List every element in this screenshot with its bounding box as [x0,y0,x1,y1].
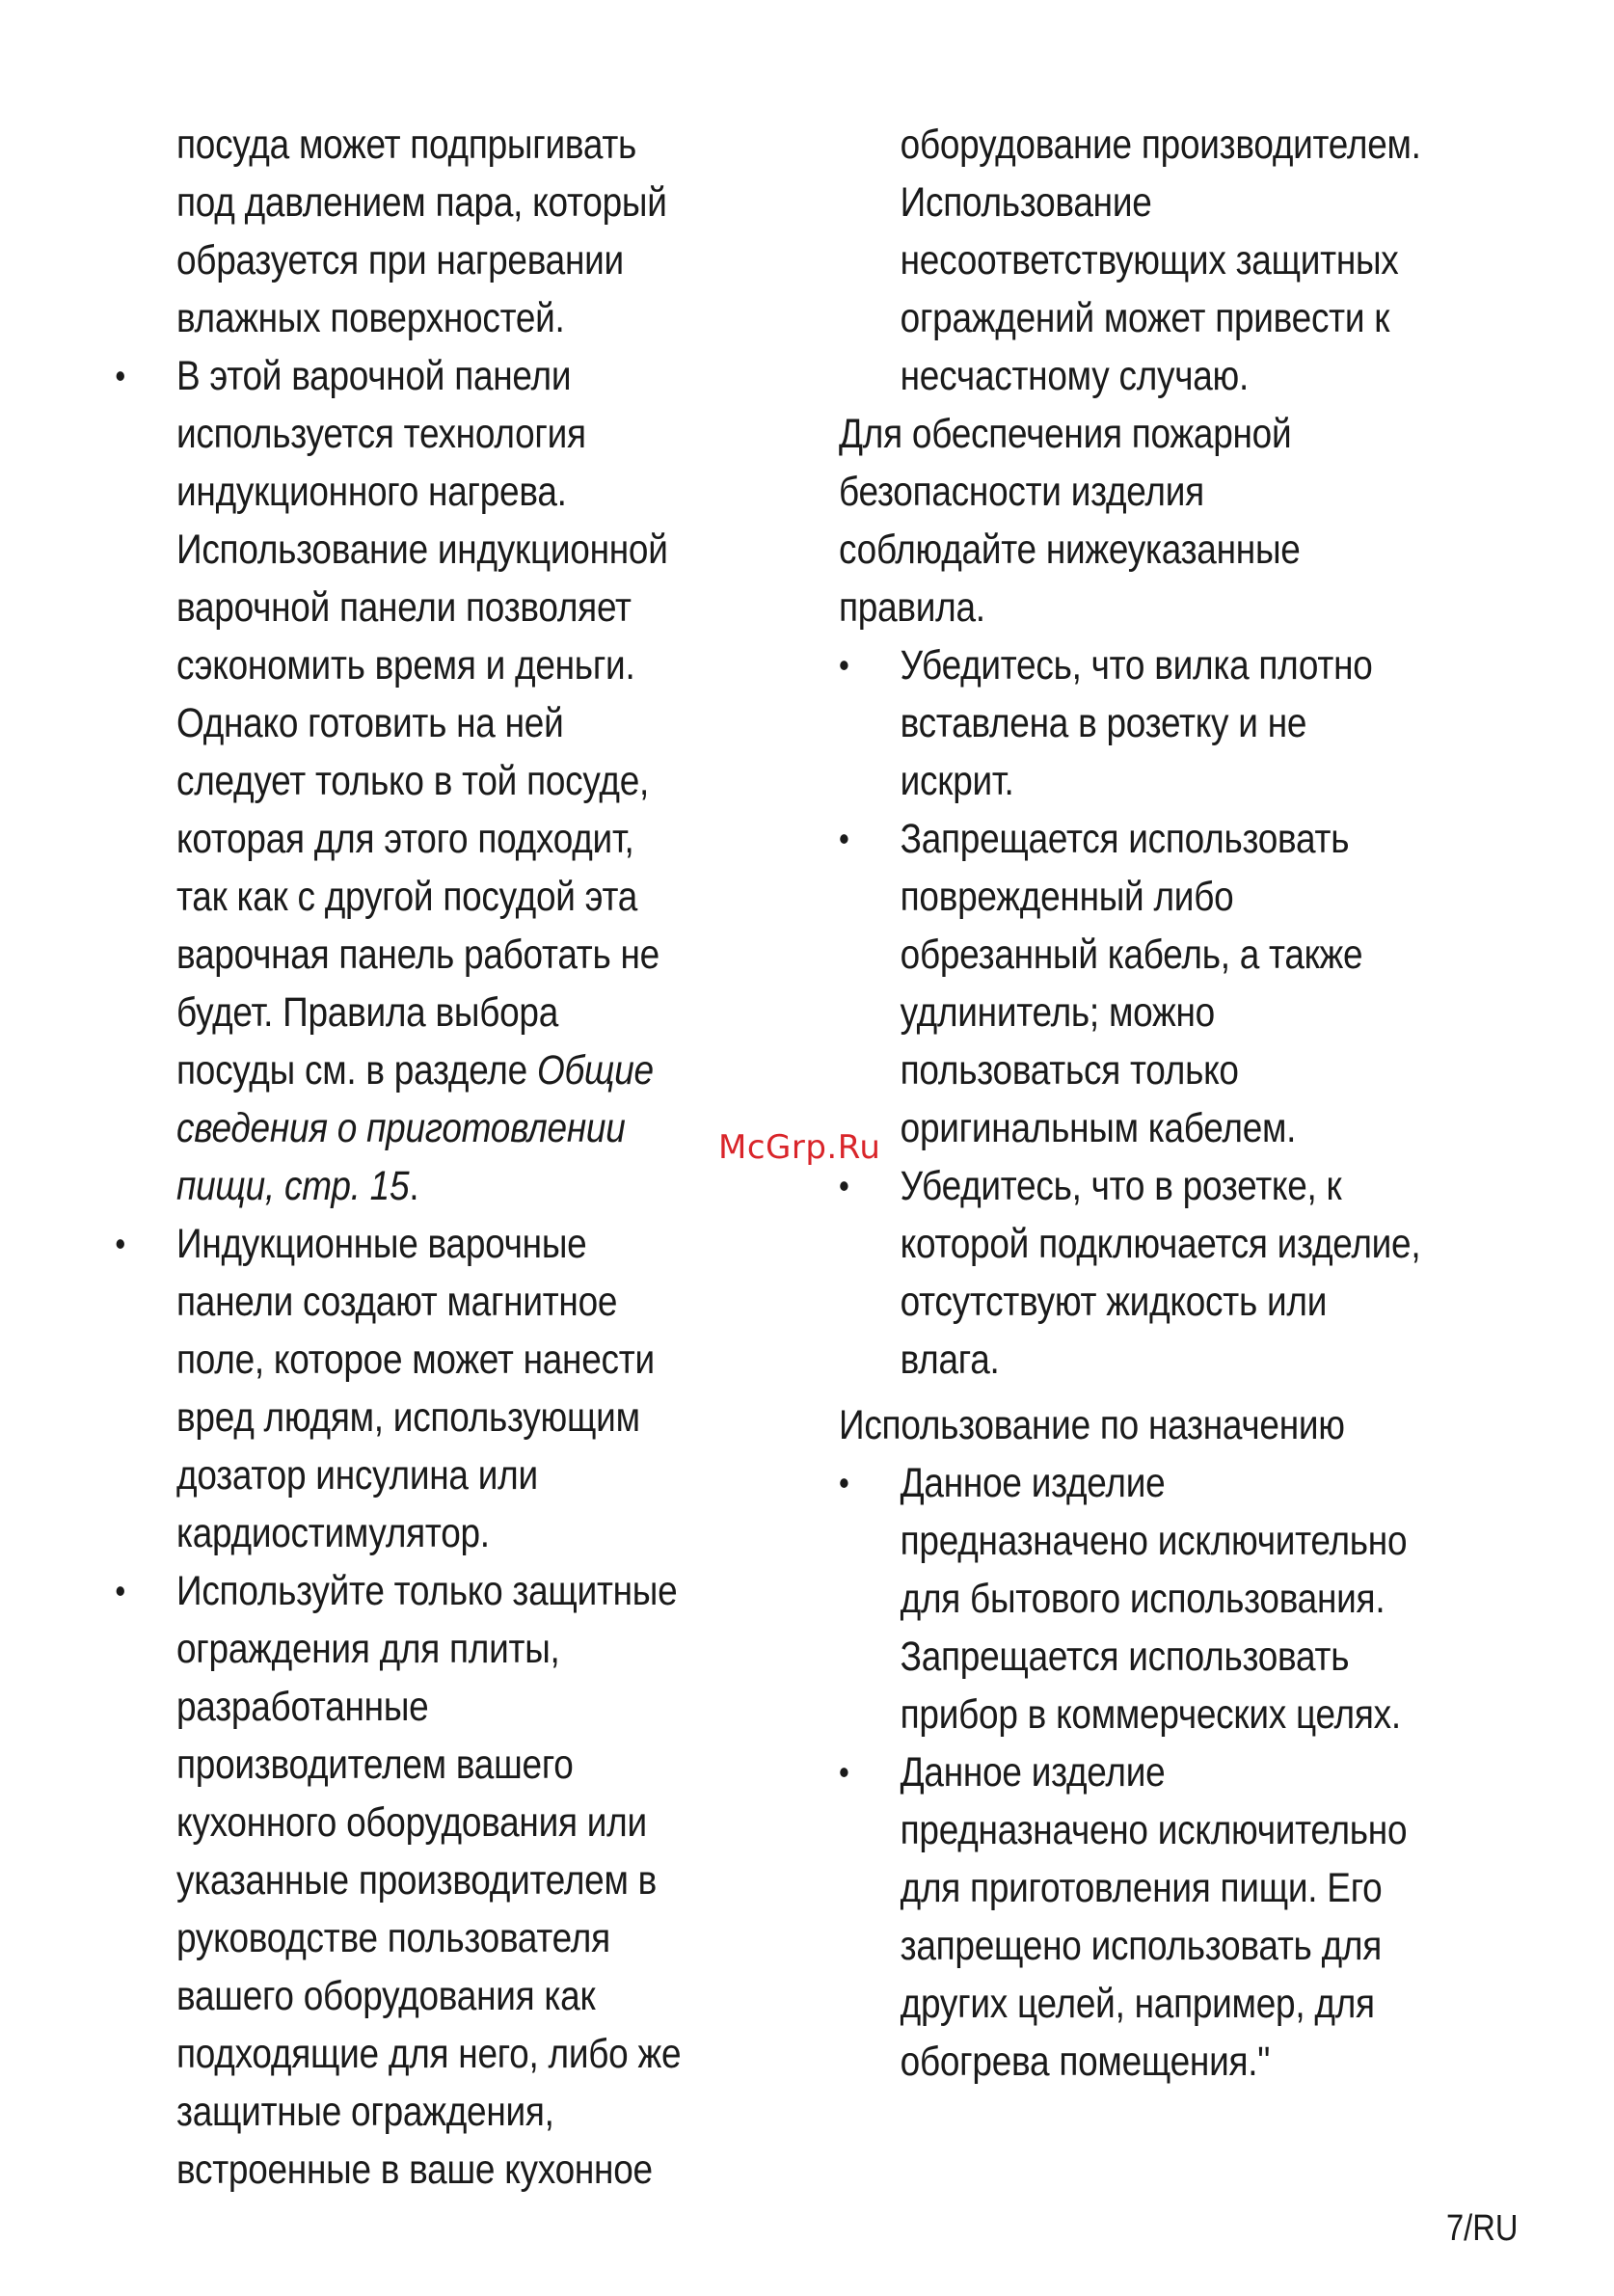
text-line: Использование индукционной [176,527,668,573]
text-line: дозатор инсулина или [176,1452,538,1499]
text-line: предназначено исключительно [900,1807,1408,1853]
bullet-icon: • [839,1166,849,1205]
text-line [176,1099,707,1157]
text-line: Убедитесь, что вилка плотно [900,642,1373,689]
text-line: используется технология [176,411,586,457]
text-line: поле, которое может нанести [176,1337,655,1383]
bullet-icon: • [839,819,849,858]
text-line: Для обеспечения пожарной [839,411,1292,457]
text-line: искрит. [900,758,1014,804]
bullet-icon: • [115,356,125,395]
text-line: Запрещается использовать [900,1634,1350,1680]
text-line: вред людям, использующим [176,1394,640,1441]
text-line: удлинитель; можно [900,989,1215,1036]
text-line: несоответствующих защитных [900,237,1399,284]
list-item-continuation [839,116,1452,405]
bullet-icon: • [115,1571,125,1610]
list-item-continuation [176,116,707,347]
page-number: 7/RU [1446,2208,1519,2249]
text-fragment: посуды см. в разделе [176,1047,537,1094]
text-line: безопасности изделия [839,469,1204,515]
text-line: варочной панели позволяет [176,584,632,631]
text-line: кухонного оборудования или [176,1799,647,1846]
list-item-cooking-only [839,1743,1452,2091]
text-line: правила. [839,584,985,631]
text-line: Убедитесь, что в розетке, к [900,1163,1342,1209]
text-line: предназначено исключительно [900,1518,1408,1564]
text-line: указанные производителем в [176,1857,658,1904]
bullet-icon: • [115,1224,125,1263]
text-line: оборудование производителем. [900,122,1421,168]
text-line [176,1041,707,1099]
list-item-plug [839,636,1452,810]
text-line: так как с другой посудой эта [176,874,638,920]
text-line: следует только в той посуде, [176,758,650,804]
text-line: для приготовления пищи. Его [900,1865,1383,1911]
fire-safety-paragraph [839,405,1452,636]
list-item-socket [839,1157,1452,1389]
left-column [115,116,707,2199]
text-line: Индукционные варочные [176,1221,587,1267]
list-item-household [839,1454,1452,1743]
text-line: разработанные [176,1684,429,1730]
text-line: обогрева помещения." [900,2039,1271,2085]
text-line: других целей, например, для [900,1981,1375,2027]
text-line: влага. [900,1337,1000,1383]
bullet-icon: • [839,1752,849,1792]
text-line [176,1157,707,1215]
text-line: посуда может подпрыгивать [176,122,637,168]
text-line: кардиостимулятор. [176,1510,490,1556]
text-line: Однако готовить на ней [176,700,564,746]
text-line: подходящие для него, либо же [176,2031,682,2077]
text-line: отсутствуют жидкость или [900,1279,1328,1325]
text-line: пользоваться только [900,1047,1239,1094]
text-line: будет. Правила выбора [176,989,559,1036]
spacer [839,1389,1452,1396]
text-line: руководстве пользователя [176,1915,610,1961]
text-line: образуется при нагревании [176,237,624,284]
text-line: которая для этого подходит, [176,816,634,862]
text-line: варочная панель работать не [176,932,659,978]
text-line: под давлением пара, который [176,179,667,226]
list-item-induction [115,347,707,1215]
list-item-magnetic [115,1215,707,1562]
text-line: Данное изделие [900,1460,1166,1506]
text-line: прибор в коммерческих целях. [900,1691,1401,1738]
text-line: запрещено использовать для [900,1923,1382,1969]
text-line: оригинальным кабелем. [900,1105,1297,1151]
text-line: несчастному случаю. [900,353,1250,399]
text-fragment: . [409,1163,419,1209]
text-line: ограждения для плиты, [176,1626,560,1672]
watermark: McGrp.Ru [718,1128,881,1167]
text-line: сэкономить время и деньги. [176,642,635,689]
text-line: для бытового использования. [900,1576,1385,1622]
bullet-icon: • [839,1463,849,1502]
text-line: производителем вашего [176,1742,574,1788]
text-line: Данное изделие [900,1749,1166,1796]
text-line: индукционного нагрева. [176,469,567,515]
text-line: защитные ограждения, [176,2089,554,2135]
section-reference: пищи, стр. 15 [176,1163,410,1209]
text-line: ограждений может привести к [900,295,1390,341]
text-line: Использование [900,179,1152,226]
text-line: Используйте только защитные [176,1568,678,1614]
text-line: панели создают магнитное [176,1279,618,1325]
text-line: В этой варочной панели [176,353,572,399]
text-line: вставлена в розетку и не [900,700,1307,746]
list-item-guards [115,1562,707,2199]
list-item-cable [839,810,1452,1157]
section-heading: Использование по назначению [839,1402,1345,1448]
text-line: встроенные в ваше кухонное [176,2147,653,2193]
text-line: обрезанный кабель, а также [900,932,1363,978]
right-column [839,116,1452,2091]
text-line: соблюдайте нижеуказанные [839,527,1301,573]
text-line: влажных поверхностей. [176,295,565,341]
text-line: вашего оборудования как [176,1973,596,2019]
text-line: которой подключается изделие, [900,1221,1421,1267]
bullet-icon: • [839,645,849,685]
text-line: Запрещается использовать [900,816,1350,862]
section-reference: Общие [536,1047,654,1094]
section-reference: сведения о приготовлении [176,1105,626,1151]
text-line: поврежденный либо [900,874,1234,920]
